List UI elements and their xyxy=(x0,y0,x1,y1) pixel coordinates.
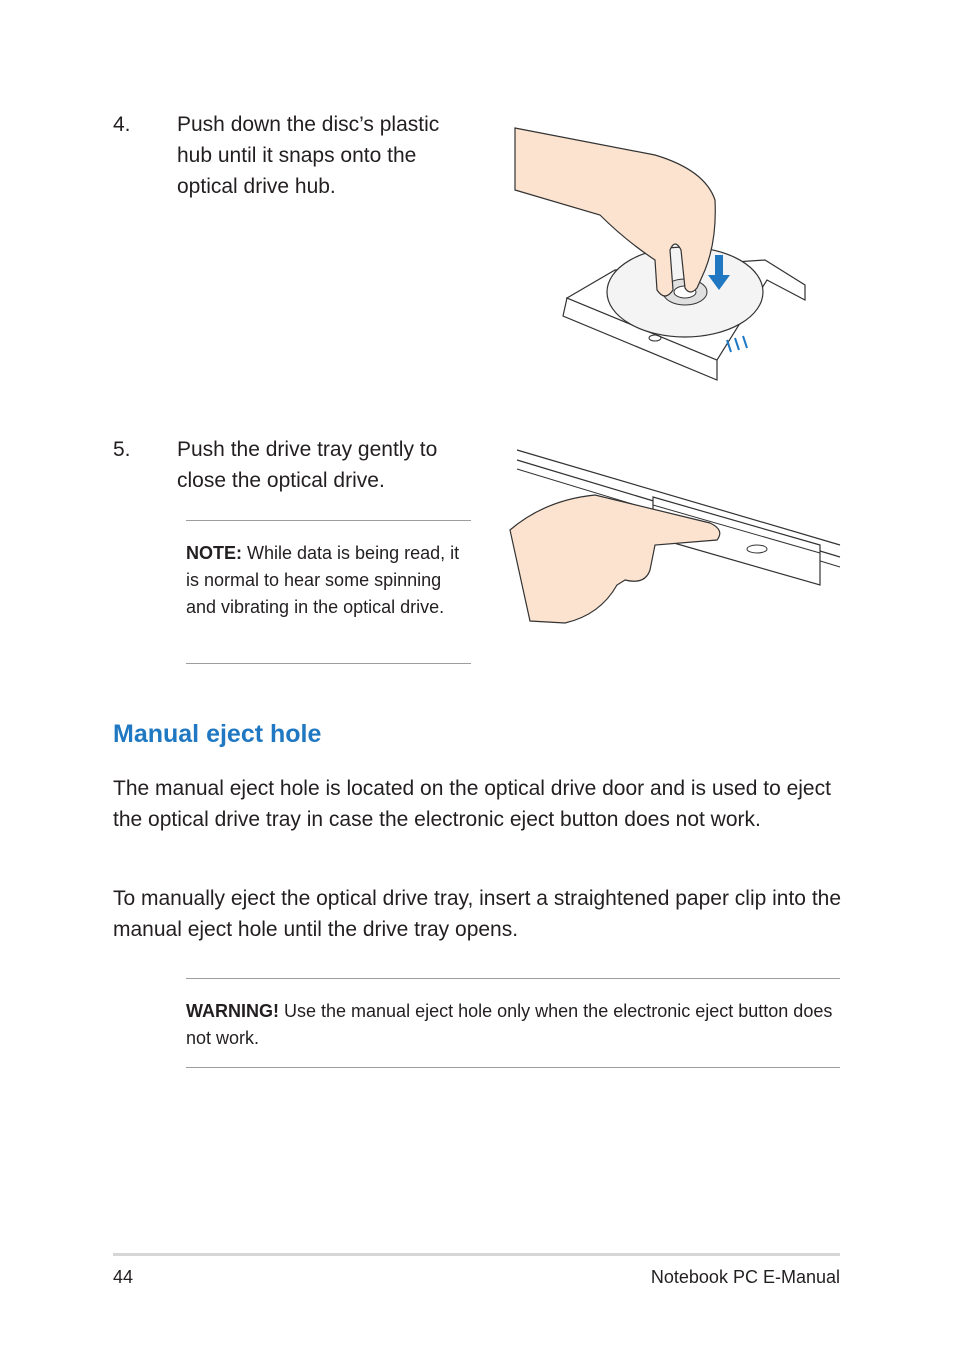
footer-rule xyxy=(113,1253,840,1256)
note-text: While data is being read, it is normal to hear some spinning and vibrating in the optical drive. xyxy=(186,543,460,617)
manual-title: Notebook PC E-Manual xyxy=(650,1267,840,1287)
step-5-number: 5. xyxy=(113,438,131,461)
paragraph-1: The manual eject hole is located on the optical drive door and is used to eject the optical drive tray in case the electronic eject button does not work. xyxy=(113,777,831,831)
warning-label: WARNING! xyxy=(186,1001,279,1021)
warning-bottom-rule xyxy=(186,1067,840,1068)
section-heading: Manual eject hole xyxy=(113,720,322,748)
warning-block xyxy=(186,998,840,1052)
warning-text: Use the manual eject hole only when the electronic eject button does not work. xyxy=(186,1001,833,1048)
page-number: 44 xyxy=(113,1267,134,1287)
warning-top-rule xyxy=(186,978,840,979)
note-label: NOTE: xyxy=(186,543,242,563)
step-4-number: 4. xyxy=(113,113,131,136)
step-4-text: Push down the disc’s plastic hub until it snaps onto the optical drive hub. xyxy=(177,113,440,198)
note-block xyxy=(186,540,471,621)
note-bottom-rule xyxy=(186,663,471,664)
tray-close-illustration xyxy=(505,445,845,630)
disc-insert-illustration xyxy=(505,120,810,385)
paragraph-2: To manually eject the optical drive tray, insert a straightened paper clip into the manual eject hole until the drive tray opens. xyxy=(113,887,842,941)
step-5-text: Push the drive tray gently to close the optical drive. xyxy=(177,438,438,492)
note-top-rule xyxy=(186,520,471,521)
